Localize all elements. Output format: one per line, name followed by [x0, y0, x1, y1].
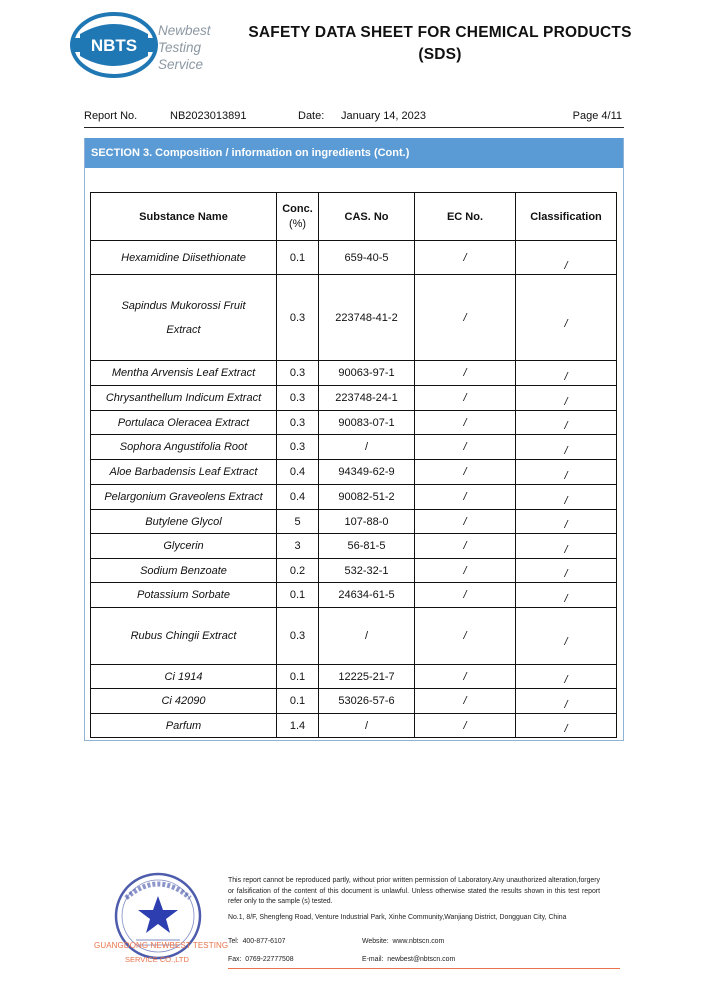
- ec-value: /: [415, 241, 516, 275]
- conc-value: 0.3: [277, 608, 319, 665]
- disclaimer-text: This report cannot be reproduced partly, without prior written permission of Laboratory.Any unauthorized alteration,forgery or falsification of the content of this document is unlawful. Unless otherwise stated the results shown in this test report refer only to the sample (s) tested.: [228, 877, 600, 905]
- cas-value: 90063-97-1: [319, 361, 415, 386]
- website-line: [362, 938, 444, 945]
- substance-name: Sodium Benzoate: [91, 559, 277, 583]
- cas-value: 659-40-5: [319, 241, 415, 275]
- col-conc-label: Conc.: [282, 203, 313, 215]
- report-info-line: [84, 108, 624, 126]
- classification-value: /: [516, 714, 617, 738]
- substance-name: Sapindus Mukorossi Fruit Extract: [91, 275, 277, 361]
- substance-name: Chrysanthellum Indicum Extract: [91, 386, 277, 411]
- ec-value: /: [415, 583, 516, 608]
- tel-label: Tel:: [228, 938, 239, 945]
- cas-value: 223748-24-1: [319, 386, 415, 411]
- ec-value: /: [415, 534, 516, 559]
- conc-value: 3: [277, 534, 319, 559]
- conc-value: 0.4: [277, 460, 319, 485]
- substance-name: Ci 1914: [91, 665, 277, 689]
- email-label: E-mail:: [362, 956, 384, 963]
- conc-value: 0.3: [277, 386, 319, 411]
- fax-label: Fax:: [228, 956, 242, 963]
- cas-value: /: [319, 714, 415, 738]
- title-line-2: (SDS): [418, 46, 462, 63]
- email-value[interactable]: newbest@nbtscn.com: [387, 956, 456, 963]
- conc-value: 5: [277, 510, 319, 534]
- cas-value: 24634-61-5: [319, 583, 415, 608]
- table-header-row: [91, 193, 617, 241]
- ec-value: /: [415, 510, 516, 534]
- col-conc-unit: (%): [288, 218, 307, 230]
- classification-value: /: [516, 689, 617, 714]
- classification-value: /: [516, 534, 617, 559]
- table-row: [91, 275, 617, 361]
- ec-value: /: [415, 435, 516, 460]
- classification-value: /: [516, 510, 617, 534]
- table-row: [91, 435, 617, 460]
- ec-value: /: [415, 411, 516, 435]
- classification-value: /: [516, 460, 617, 485]
- table-row: [91, 714, 617, 738]
- footer-rule: [228, 968, 620, 969]
- cas-value: 90083-07-1: [319, 411, 415, 435]
- company-logo: [70, 12, 220, 78]
- classification-value: /: [516, 608, 617, 665]
- table-row: [91, 559, 617, 583]
- classification-value: /: [516, 485, 617, 510]
- col-ec: EC No.: [415, 193, 516, 241]
- classification-value: /: [516, 411, 617, 435]
- substance-name: Rubus Chingii Extract: [91, 608, 277, 665]
- substance-name: Portulaca Oleracea Extract: [91, 411, 277, 435]
- document-title: [240, 22, 640, 66]
- table-row: [91, 386, 617, 411]
- cas-value: 90082-51-2: [319, 485, 415, 510]
- table-row: [91, 665, 617, 689]
- substance-name: Ci 42090: [91, 689, 277, 714]
- classification-value: /: [516, 241, 617, 275]
- cas-value: 12225-21-7: [319, 665, 415, 689]
- header-rule: [84, 127, 624, 128]
- substance-name: Sophora Angustifolia Root: [91, 435, 277, 460]
- conc-value: 0.3: [277, 275, 319, 361]
- conc-value: 0.4: [277, 485, 319, 510]
- conc-value: 0.3: [277, 435, 319, 460]
- classification-value: /: [516, 275, 617, 361]
- table-row: [91, 608, 617, 665]
- conc-value: 0.1: [277, 241, 319, 275]
- title-line-1: SAFETY DATA SHEET FOR CHEMICAL PRODUCTS: [248, 24, 632, 41]
- classification-value: /: [516, 386, 617, 411]
- logo-wordmark: Newbest Testing Service: [158, 23, 211, 72]
- page-number: Page 4/11: [572, 110, 622, 122]
- conc-value: 0.1: [277, 665, 319, 689]
- ec-value: /: [415, 275, 516, 361]
- section-heading: SECTION 3. Composition / information on ingredients (Cont.): [85, 138, 623, 168]
- email-line: [362, 956, 455, 963]
- classification-value: /: [516, 361, 617, 386]
- website-label: Website:: [362, 938, 389, 945]
- ec-value: /: [415, 665, 516, 689]
- ec-value: /: [415, 608, 516, 665]
- seal-company-name: GUANGDONG NEWBEST TESTING: [94, 941, 229, 950]
- col-classification: Classification: [516, 193, 617, 241]
- substance-name: Aloe Barbadensis Leaf Extract: [91, 460, 277, 485]
- logo-mark-text: NBTS: [90, 36, 138, 55]
- substance-name: Parfum: [91, 714, 277, 738]
- fax-value: 0769-22777508: [245, 956, 294, 963]
- substance-name: Mentha Arvensis Leaf Extract: [91, 361, 277, 386]
- ec-value: /: [415, 386, 516, 411]
- cas-value: /: [319, 435, 415, 460]
- classification-value: /: [516, 435, 617, 460]
- col-substance-name: Substance Name: [91, 193, 277, 241]
- cas-value: 532-32-1: [319, 559, 415, 583]
- conc-value: 1.4: [277, 714, 319, 738]
- cas-value: 107-88-0: [319, 510, 415, 534]
- classification-value: /: [516, 665, 617, 689]
- date-label: Date:: [298, 110, 325, 122]
- classification-value: /: [516, 559, 617, 583]
- substance-name: Potassium Sorbate: [91, 583, 277, 608]
- cas-value: 56-81-5: [319, 534, 415, 559]
- classification-value: /: [516, 583, 617, 608]
- conc-value: 0.3: [277, 411, 319, 435]
- website-value[interactable]: www.nbtscn.com: [392, 938, 445, 945]
- tel-value: 400-877-6107: [242, 938, 286, 945]
- table-row: [91, 689, 617, 714]
- seal-company-sub: SERVICE CO.,LTD: [125, 955, 189, 964]
- table-row: [91, 583, 617, 608]
- ec-value: /: [415, 460, 516, 485]
- ec-value: /: [415, 485, 516, 510]
- ec-value: /: [415, 689, 516, 714]
- table-row: [91, 485, 617, 510]
- col-cas: CAS. No: [319, 193, 415, 241]
- table-row: [91, 460, 617, 485]
- cas-value: 53026-57-6: [319, 689, 415, 714]
- substance-name: Glycerin: [91, 534, 277, 559]
- ec-value: /: [415, 559, 516, 583]
- substance-name: Butylene Glycol: [91, 510, 277, 534]
- fax-line: [228, 956, 294, 963]
- report-no-value: NB2023013891: [170, 110, 247, 122]
- conc-value: 0.2: [277, 559, 319, 583]
- cas-value: 223748-41-2: [319, 275, 415, 361]
- substance-name: Pelargonium Graveolens Extract: [91, 485, 277, 510]
- cas-value: /: [319, 608, 415, 665]
- table-row: [91, 411, 617, 435]
- conc-value: 0.3: [277, 361, 319, 386]
- conc-value: 0.1: [277, 689, 319, 714]
- ec-value: /: [415, 714, 516, 738]
- table-row: [91, 534, 617, 559]
- composition-table: [90, 192, 617, 738]
- table-row: [91, 510, 617, 534]
- date-value: January 14, 2023: [341, 110, 427, 122]
- report-no-label: Report No.: [84, 110, 138, 122]
- ec-value: /: [415, 361, 516, 386]
- conc-value: 0.1: [277, 583, 319, 608]
- substance-name: Hexamidine Diisethionate: [91, 241, 277, 275]
- col-conc: [277, 193, 319, 241]
- tel-line: [228, 938, 286, 945]
- company-address: No.1, 8/F, Shengfeng Road, Venture Industrial Park, Xinhe Community,Wanjiang District, Dongguan City, China: [228, 914, 567, 921]
- table-row: [91, 241, 617, 275]
- nbts-logo-icon: [70, 12, 158, 78]
- table-row: [91, 361, 617, 386]
- cas-value: 94349-62-9: [319, 460, 415, 485]
